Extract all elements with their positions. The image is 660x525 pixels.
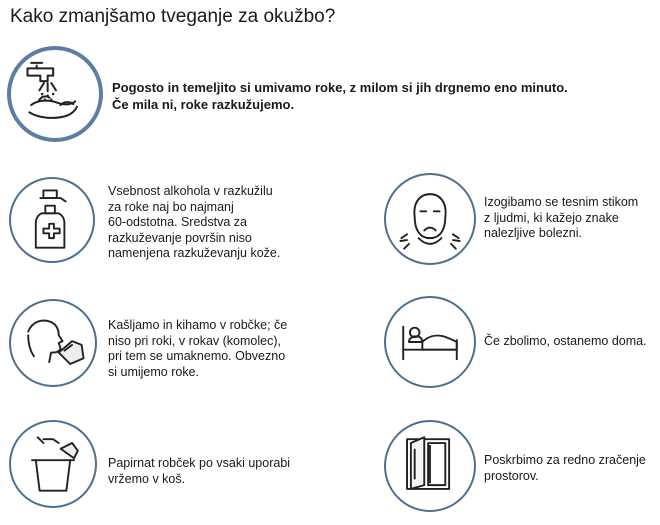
spray-bottle-icon xyxy=(11,179,93,261)
stayhome-text: Če zbolimo, ostanemo doma. xyxy=(484,334,647,348)
distance-text: Izogibamo se tesnim stikom z ljudmi, ki kažejo znake nalezljive bolezni. xyxy=(484,195,639,240)
cough-text: Kašljamo in kihamo v robčke; če niso pri roki, v rokav (komolec), pri tem se umaknemo. Obvezno si umijemo roke. xyxy=(108,318,288,379)
handwash-text: Pogosto in temeljito si umivamo roke, z milom si jih drgnemo eno minuto. Če mila ni, roke razkužujemo. xyxy=(112,80,568,112)
sanitizer-text: Vsebnost alkohola v razkužilu za roke naj bo najmanj 60-odstotna. Sredstva za razkuževanje površin niso namenjena razkuževanju kože. xyxy=(108,184,281,260)
bed-icon xyxy=(386,298,474,386)
cough-tissue-icon xyxy=(11,301,95,385)
handwash-circle xyxy=(7,46,103,142)
cough-circle xyxy=(9,299,97,387)
sick-person-icon xyxy=(386,175,474,263)
bin-circle xyxy=(9,420,97,508)
sanitizer-circle xyxy=(9,177,95,263)
distance-circle xyxy=(384,173,476,265)
trash-bin-icon xyxy=(11,422,95,506)
stayhome-circle xyxy=(384,296,476,388)
handwash-icon xyxy=(11,50,99,138)
window-icon xyxy=(386,422,474,510)
ventilate-text: Poskrbimo za redno zračenje prostorov. xyxy=(484,453,646,483)
ventilate-circle xyxy=(384,420,476,512)
bin-text: Papirnat robček po vsaki uporabi vržemo v koš. xyxy=(108,456,291,486)
page-title: Kako zmanjšamo tveganje za okužbo? xyxy=(10,6,336,27)
